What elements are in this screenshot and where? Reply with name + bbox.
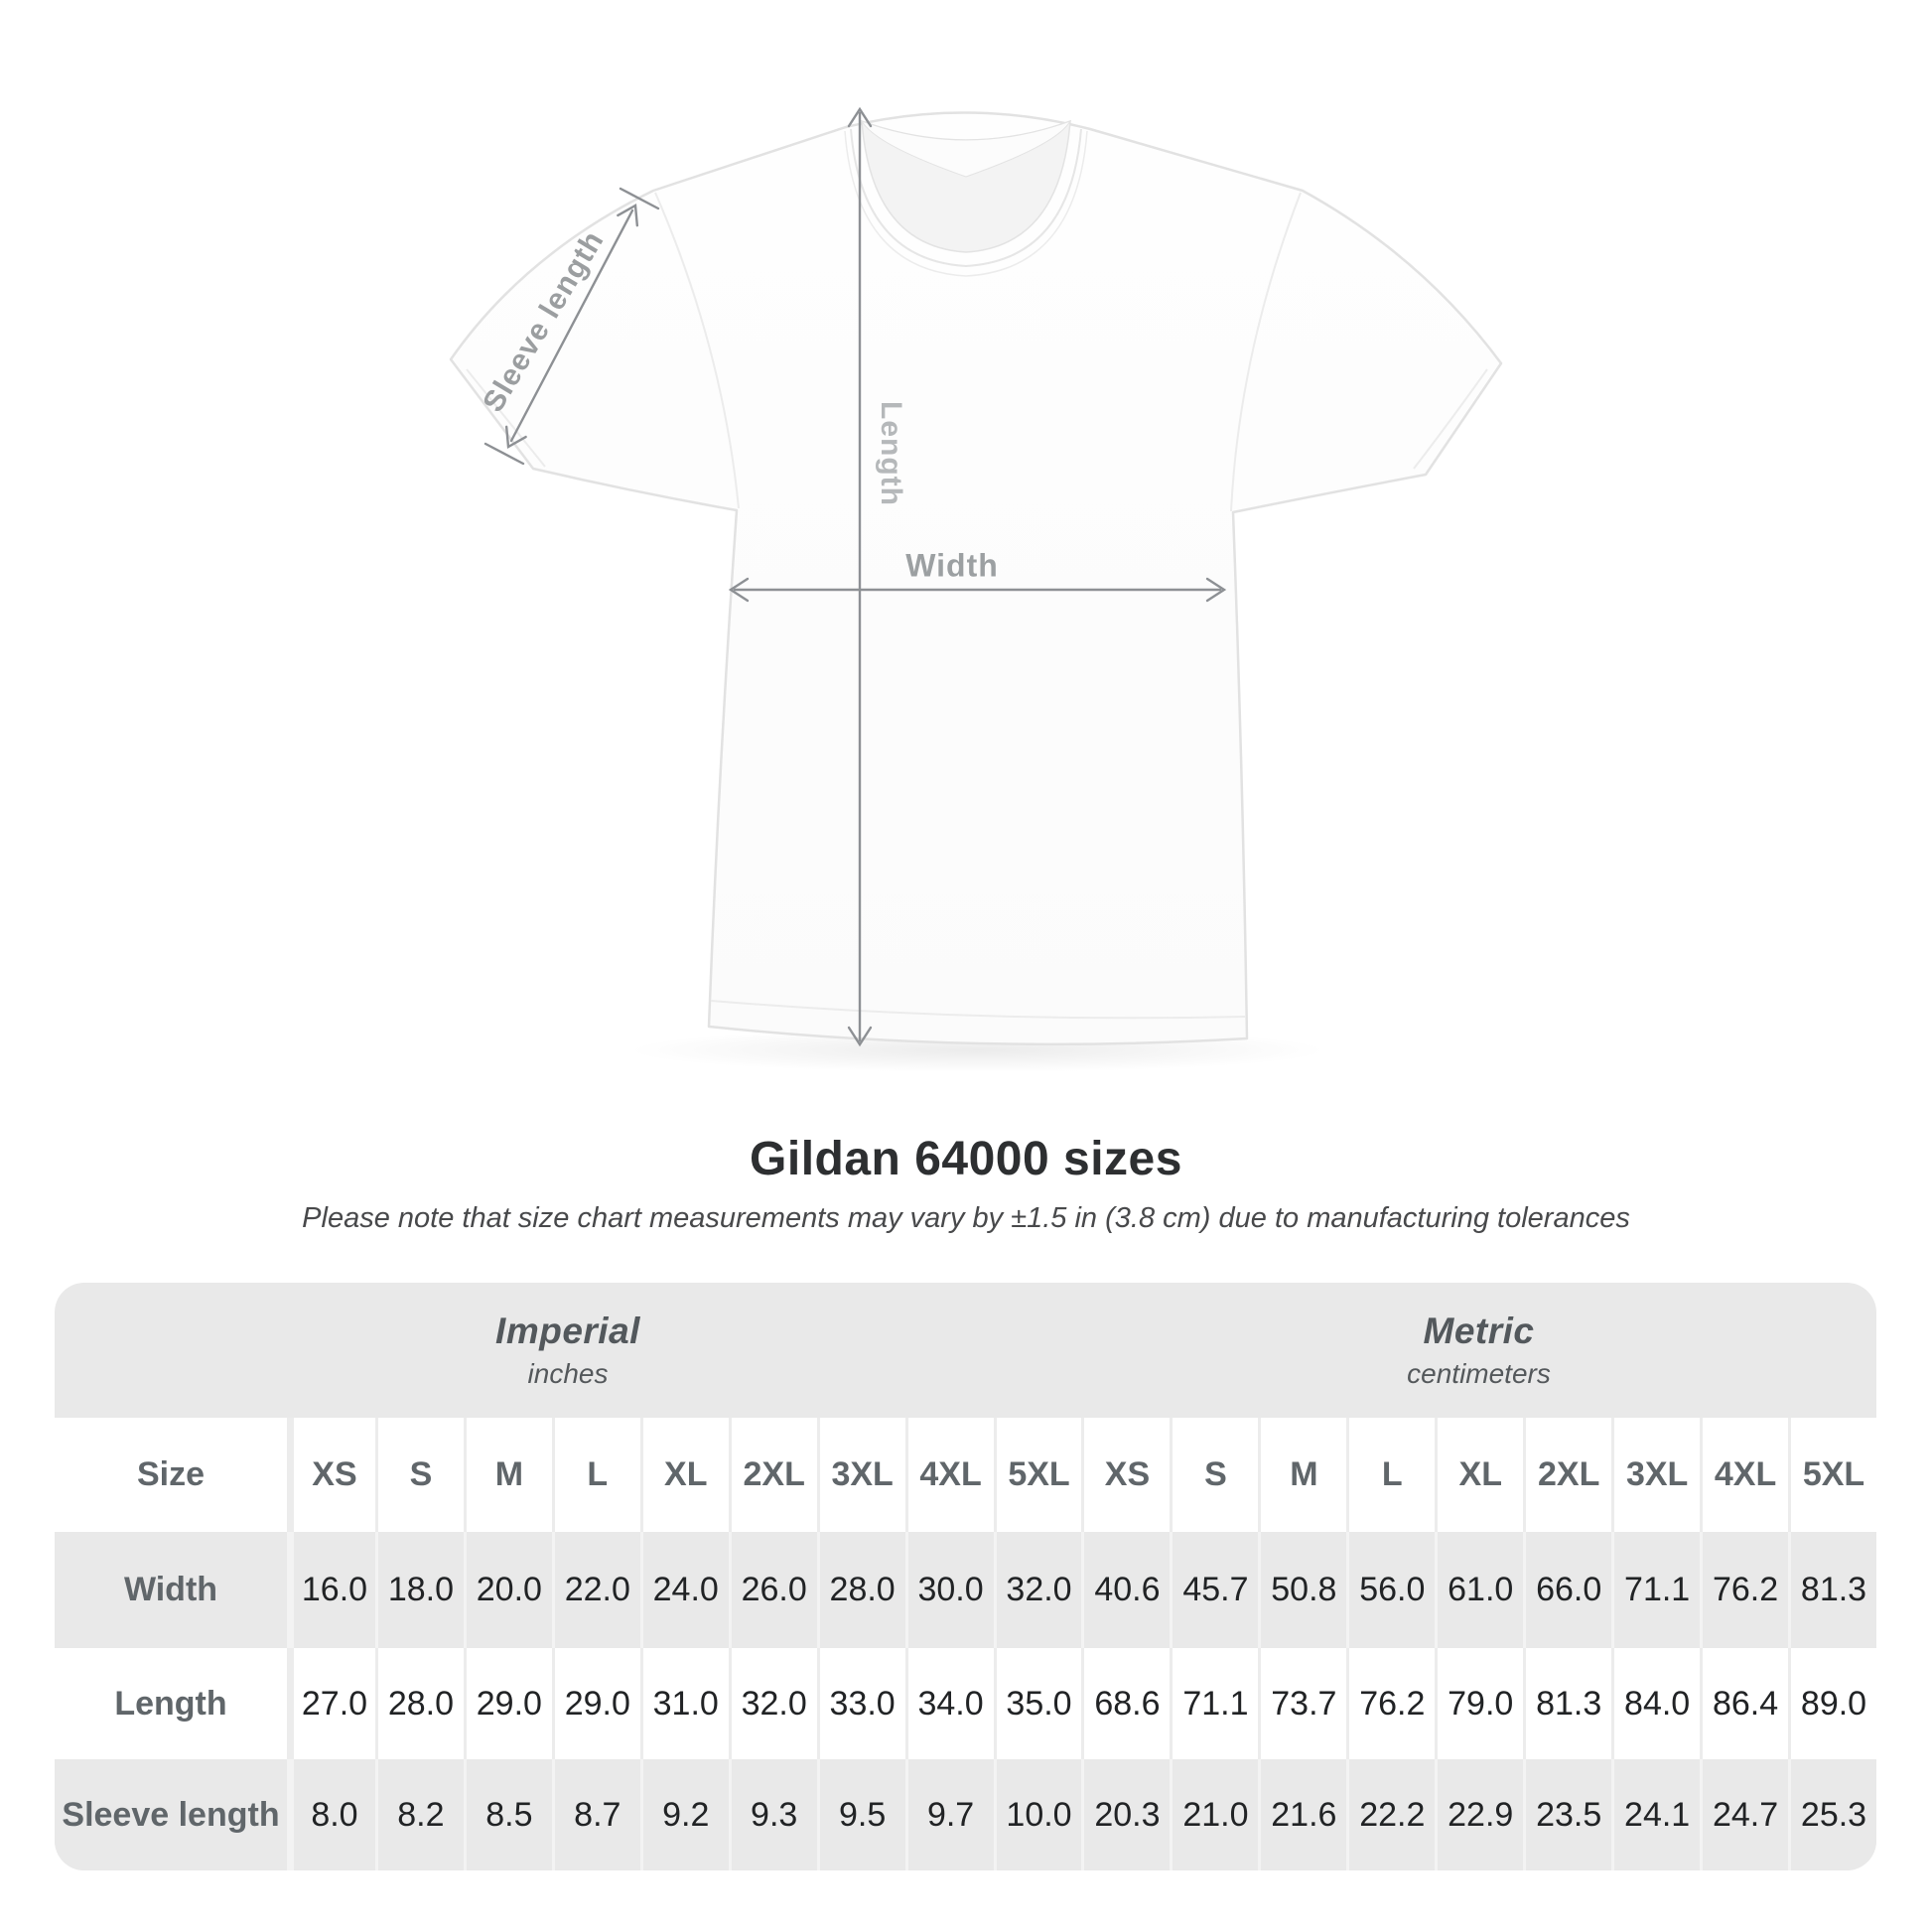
measurement-value-cell: 81.3 bbox=[1523, 1648, 1611, 1759]
measurement-value-cell: 68.6 bbox=[1081, 1648, 1170, 1759]
measurement-value-cell: 33.0 bbox=[817, 1648, 905, 1759]
measurement-value-cell: 76.2 bbox=[1700, 1532, 1788, 1648]
measurement-value-cell: 22.9 bbox=[1435, 1759, 1523, 1870]
title-block bbox=[0, 1132, 1932, 1235]
size-col-header: M bbox=[1258, 1418, 1346, 1532]
size-col-header: 4XL bbox=[1700, 1418, 1788, 1532]
measurement-row bbox=[55, 1648, 1876, 1759]
measurement-value-cell: 24.1 bbox=[1611, 1759, 1700, 1870]
measurement-value-cell: 28.0 bbox=[375, 1648, 464, 1759]
metric-unit: centimeters bbox=[1407, 1358, 1551, 1389]
size-col-header: 2XL bbox=[729, 1418, 817, 1532]
size-col-header: L bbox=[1346, 1418, 1435, 1532]
imperial-title: Imperial bbox=[495, 1311, 640, 1351]
measurement-value-cell: 29.0 bbox=[552, 1648, 640, 1759]
metric-title: Metric bbox=[1423, 1311, 1535, 1351]
measurement-value-cell: 8.5 bbox=[464, 1759, 552, 1870]
measurement-value-cell: 8.0 bbox=[287, 1759, 375, 1870]
measurement-value-cell: 66.0 bbox=[1523, 1532, 1611, 1648]
measurement-value-cell: 20.0 bbox=[464, 1532, 552, 1648]
measurement-value-cell: 18.0 bbox=[375, 1532, 464, 1648]
length-label: Length bbox=[875, 401, 907, 506]
size-col-header: 3XL bbox=[817, 1418, 905, 1532]
measurement-value-cell: 45.7 bbox=[1170, 1532, 1258, 1648]
size-col-header: 2XL bbox=[1523, 1418, 1611, 1532]
size-col-header: L bbox=[552, 1418, 640, 1532]
imperial-header bbox=[55, 1283, 1081, 1418]
measurement-value-cell: 28.0 bbox=[817, 1532, 905, 1648]
size-col-header: XL bbox=[1435, 1418, 1523, 1532]
measurement-value-cell: 27.0 bbox=[287, 1648, 375, 1759]
size-col-header: XL bbox=[640, 1418, 729, 1532]
size-col-header: 5XL bbox=[994, 1418, 1082, 1532]
measurement-value-cell: 84.0 bbox=[1611, 1648, 1700, 1759]
measurement-value-cell: 20.3 bbox=[1081, 1759, 1170, 1870]
measurement-value-cell: 25.3 bbox=[1788, 1759, 1876, 1870]
measurement-value-cell: 21.0 bbox=[1170, 1759, 1258, 1870]
measurement-value-cell: 9.5 bbox=[817, 1759, 905, 1870]
measurement-row bbox=[55, 1532, 1876, 1648]
measurement-value-cell: 16.0 bbox=[287, 1532, 375, 1648]
measurement-value-cell: 21.6 bbox=[1258, 1759, 1346, 1870]
size-col-header: S bbox=[375, 1418, 464, 1532]
measurement-row-label: Width bbox=[123, 1571, 218, 1608]
measurement-value-cell: 9.7 bbox=[905, 1759, 994, 1870]
unit-header-band bbox=[55, 1283, 1876, 1418]
measurement-value-cell: 24.0 bbox=[640, 1532, 729, 1648]
size-chart-table bbox=[55, 1283, 1876, 1870]
measurement-value-cell: 9.2 bbox=[640, 1759, 729, 1870]
metric-header bbox=[1081, 1283, 1876, 1418]
sleeve-length-label: Sleeve length bbox=[477, 224, 611, 418]
measurement-value-cell: 71.1 bbox=[1611, 1532, 1700, 1648]
measurement-value-cell: 61.0 bbox=[1435, 1532, 1523, 1648]
measurement-value-cell: 24.7 bbox=[1700, 1759, 1788, 1870]
measurement-value-cell: 22.0 bbox=[552, 1532, 640, 1648]
measurement-value-cell: 76.2 bbox=[1346, 1648, 1435, 1759]
size-header-row bbox=[55, 1418, 1876, 1532]
measurement-value-cell: 73.7 bbox=[1258, 1648, 1346, 1759]
measurement-value-cell: 79.0 bbox=[1435, 1648, 1523, 1759]
measurement-row bbox=[55, 1759, 1876, 1870]
size-col-header: 5XL bbox=[1788, 1418, 1876, 1532]
page-title: Gildan 64000 sizes bbox=[750, 1133, 1182, 1185]
measurement-value-cell: 86.4 bbox=[1700, 1648, 1788, 1759]
size-col-header: XS bbox=[1081, 1418, 1170, 1532]
measurement-value-cell: 23.5 bbox=[1523, 1759, 1611, 1870]
measurement-value-cell: 9.3 bbox=[729, 1759, 817, 1870]
measurement-value-cell: 71.1 bbox=[1170, 1648, 1258, 1759]
size-col-header: XS bbox=[287, 1418, 375, 1532]
measurement-value-cell: 26.0 bbox=[729, 1532, 817, 1648]
measurement-value-cell: 81.3 bbox=[1788, 1532, 1876, 1648]
measurement-value-cell: 40.6 bbox=[1081, 1532, 1170, 1648]
size-col-header: M bbox=[464, 1418, 552, 1532]
measurement-value-cell: 56.0 bbox=[1346, 1532, 1435, 1648]
measurement-value-cell: 35.0 bbox=[994, 1648, 1082, 1759]
measurement-value-cell: 32.0 bbox=[994, 1532, 1082, 1648]
measurement-row-label: Length bbox=[114, 1684, 227, 1723]
measurement-value-cell: 89.0 bbox=[1788, 1648, 1876, 1759]
measurement-value-cell: 34.0 bbox=[905, 1648, 994, 1759]
measurement-value-cell: 8.7 bbox=[552, 1759, 640, 1870]
measurement-value-cell: 22.2 bbox=[1346, 1759, 1435, 1870]
size-col-header: 4XL bbox=[905, 1418, 994, 1532]
measurement-value-cell: 29.0 bbox=[464, 1648, 552, 1759]
measurement-value-cell: 32.0 bbox=[729, 1648, 817, 1759]
size-column-label: Size bbox=[136, 1455, 206, 1493]
measurement-value-cell: 10.0 bbox=[994, 1759, 1082, 1870]
imperial-unit: inches bbox=[527, 1358, 609, 1389]
width-label: Width bbox=[905, 547, 999, 584]
tolerance-note: Please note that size chart measurements may vary by ±1.5 in (3.8 cm) due to manufacturing tolerances bbox=[302, 1202, 1630, 1234]
measurement-value-cell: 50.8 bbox=[1258, 1532, 1346, 1648]
measurement-value-cell: 30.0 bbox=[905, 1532, 994, 1648]
measurement-value-cell: 8.2 bbox=[375, 1759, 464, 1870]
size-col-header: 3XL bbox=[1611, 1418, 1700, 1532]
size-chart-rows bbox=[55, 1418, 1876, 1870]
measurement-value-cell: 31.0 bbox=[640, 1648, 729, 1759]
measurement-row-label: Sleeve length bbox=[62, 1795, 280, 1834]
size-col-header: S bbox=[1170, 1418, 1258, 1532]
